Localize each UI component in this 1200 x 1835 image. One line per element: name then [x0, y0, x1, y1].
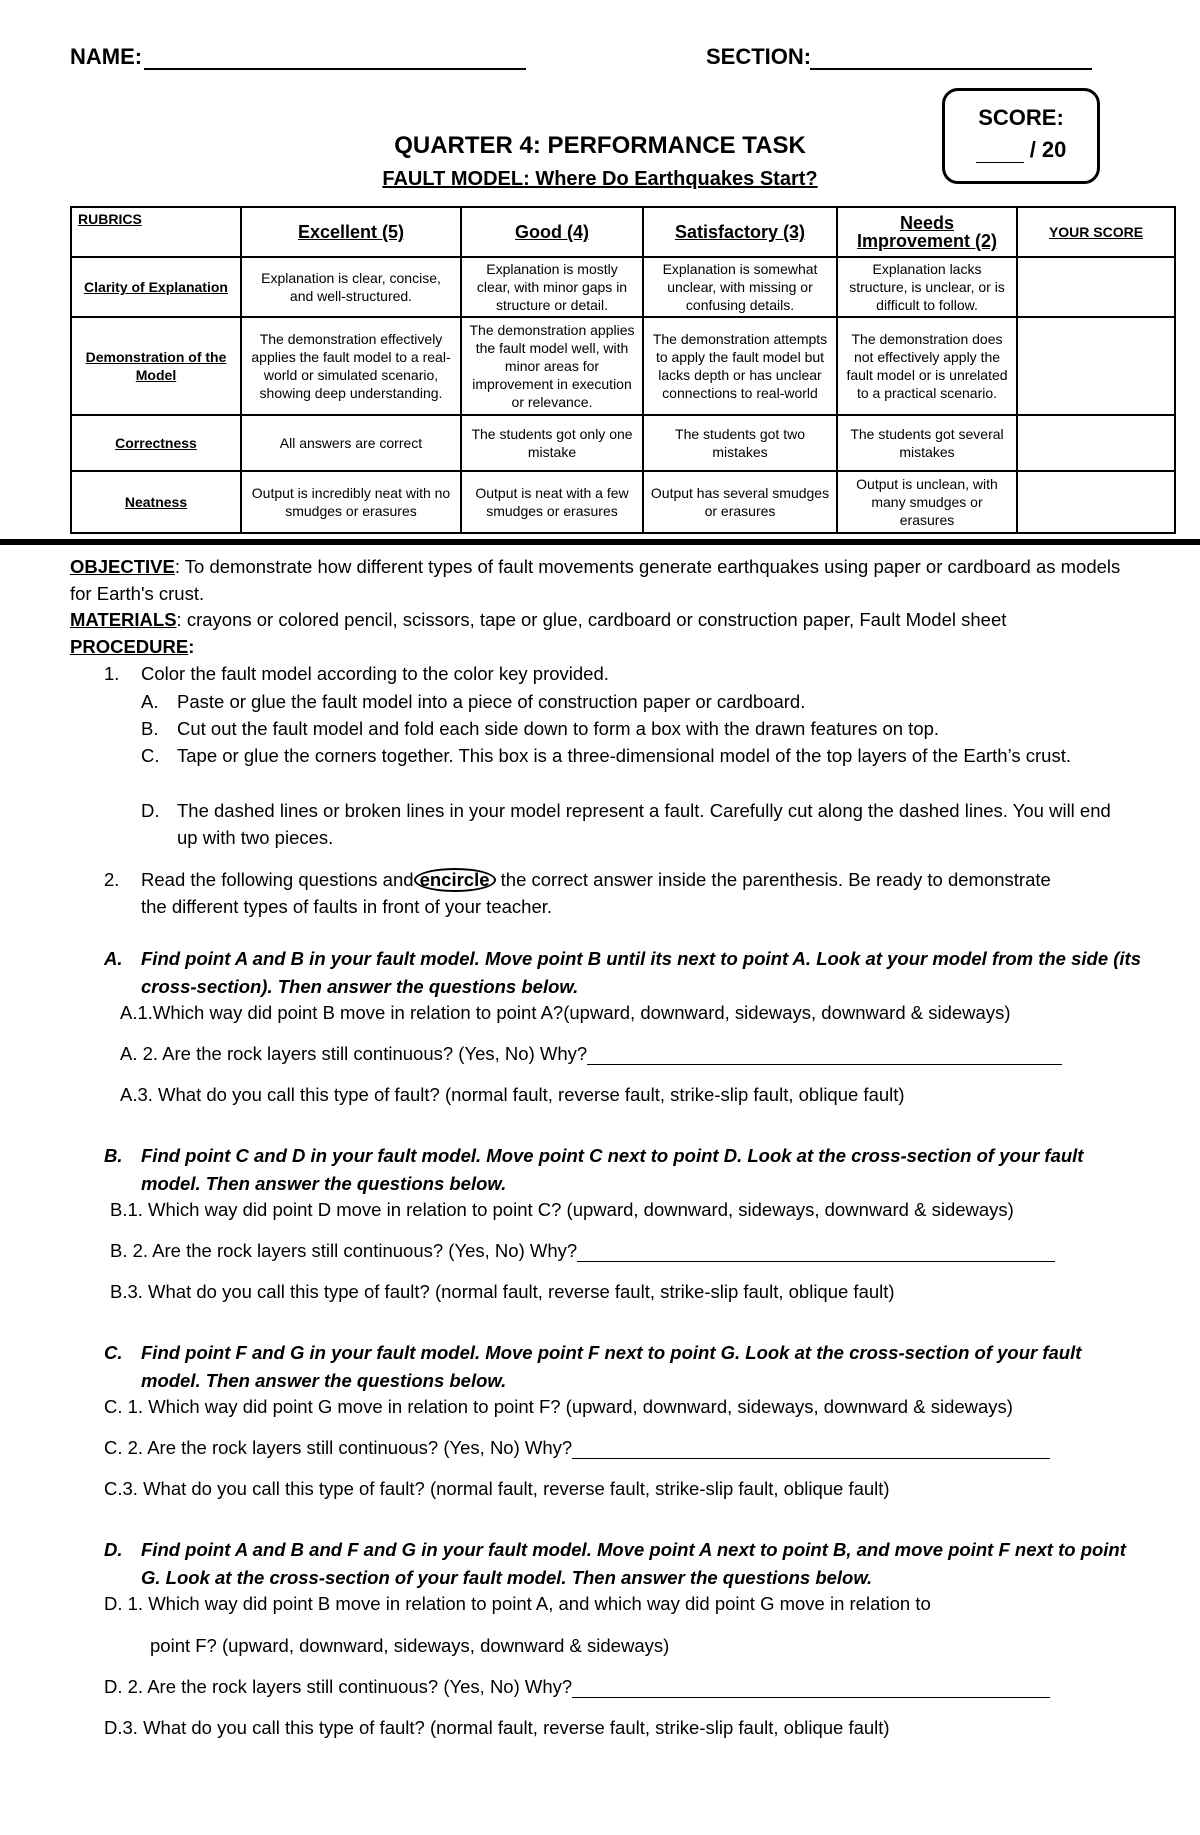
substep-letter: D.: [141, 800, 160, 821]
rubric-cell: Explanation is somewhat unclear, with missing or confusing details.: [643, 257, 837, 317]
question-d2: [104, 1676, 1050, 1698]
rubric-header-row: [71, 207, 1175, 257]
objective-text: : To demonstrate how different types of fault movements generate earthquakes using paper or cardboard as models for Earth's crust.: [70, 556, 1121, 604]
question-d2-text: D. 2. Are the rock layers still continuous? (Yes, No) Why?: [104, 1676, 573, 1697]
substep-text: Cut out the fault model and fold each side down to form a box with the drawn features on top.: [177, 718, 940, 739]
procedure-colon: :: [188, 636, 195, 657]
rubric-row: [71, 257, 1175, 317]
answer-d2-field[interactable]: [572, 1679, 1050, 1698]
score-cell-demonstration[interactable]: [1017, 317, 1175, 415]
section-b-letter: B.: [104, 1145, 123, 1166]
answer-a2-field[interactable]: [587, 1046, 1062, 1065]
score-box: [942, 88, 1100, 184]
question-b2-text: B. 2. Are the rock layers still continuous? (Yes, No) Why?: [110, 1240, 578, 1261]
score-label: SCORE:: [978, 105, 1064, 130]
materials-label: MATERIALS: [70, 609, 177, 630]
step-2-text: [141, 866, 1071, 920]
level-satisfactory: Satisfactory (3): [643, 207, 837, 257]
question-b2: [110, 1240, 1055, 1262]
rubric-cell: Output is unclean, with many smudges or erasures: [837, 471, 1017, 533]
answer-c2-field[interactable]: [572, 1440, 1050, 1459]
score-cell-clarity[interactable]: [1017, 257, 1175, 317]
step-1-text: Color the fault model according to the color key provided.: [141, 663, 609, 684]
rubric-cell: The demonstration applies the fault model well, with minor areas for improvement in execution or relevance.: [461, 317, 643, 415]
question-d3: D.3. What do you call this type of fault? (normal fault, reverse fault, strike-slip fault, oblique fault): [104, 1717, 890, 1738]
procedure-heading: [70, 633, 194, 660]
answer-b2-field[interactable]: [577, 1243, 1055, 1262]
objective: [70, 553, 1140, 607]
question-c1: C. 1. Which way did point G move in relation to point F? (upward, downward, sideways, downward & sideways): [104, 1396, 1013, 1417]
level-good: Good (4): [461, 207, 643, 257]
rubric-corner: RUBRICS: [71, 207, 241, 257]
rubric-cell: Explanation is clear, concise, and well-structured.: [241, 257, 461, 317]
rubric-cell: The demonstration attempts to apply the fault model but lacks depth or has unclear connections to real-world: [643, 317, 837, 415]
question-c2-text: C. 2. Are the rock layers still continuous? (Yes, No) Why?: [104, 1437, 573, 1458]
rubric-row: [71, 471, 1175, 533]
question-d1-continued: point F? (upward, downward, sideways, downward & sideways): [150, 1635, 670, 1656]
question-c3: C.3. What do you call this type of fault? (normal fault, reverse fault, strike-slip fault, oblique fault): [104, 1478, 890, 1499]
level-needs-improvement: Needs Improvement (2): [837, 207, 1017, 257]
question-d1: D. 1. Which way did point B move in relation to point A, and which way did point G move in relation to: [104, 1593, 931, 1614]
step-1-number: 1.: [104, 663, 120, 684]
rubric-cell: The students got only one mistake: [461, 415, 643, 471]
section-divider: [0, 539, 1200, 545]
score-cell-neatness[interactable]: [1017, 471, 1175, 533]
score-field[interactable]: [976, 144, 1024, 163]
rubric-cell: Output has several smudges or erasures: [643, 471, 837, 533]
rubric-cell: Explanation lacks structure, is unclear, or is difficult to follow.: [837, 257, 1017, 317]
score-total: / 20: [1029, 137, 1067, 162]
rubric-cell: Output is neat with a few smudges or erasures: [461, 471, 643, 533]
step-2-number: 2.: [104, 869, 120, 890]
level-excellent: Excellent (5): [241, 207, 461, 257]
section-label: SECTION:: [706, 44, 812, 69]
question-a1: A.1.Which way did point B move in relation to point A?(upward, downward, sideways, downward & sideways): [120, 1002, 1011, 1023]
rubric-cell: Explanation is mostly clear, with minor gaps in structure or detail.: [461, 257, 643, 317]
materials: [70, 606, 1170, 633]
encircle-word: encircle: [414, 868, 496, 892]
objective-label: OBJECTIVE: [70, 556, 175, 577]
rubric-row: [71, 317, 1175, 415]
criterion-neatness: Neatness: [71, 471, 241, 533]
criterion-demonstration: Demonstration of the Model: [71, 317, 241, 415]
page-subtitle: FAULT MODEL: Where Do Earthquakes Start?: [382, 168, 818, 190]
section-c-letter: C.: [104, 1342, 123, 1363]
your-score-header: YOUR SCORE: [1017, 207, 1175, 257]
rubric-cell: The demonstration does not effectively apply the fault model or is unrelated to a practical scenario.: [837, 317, 1017, 415]
question-a2: [120, 1043, 1062, 1065]
rubric-cell: Output is incredibly neat with no smudges or erasures: [241, 471, 461, 533]
substep-letter: A.: [141, 691, 159, 712]
score-cell-correctness[interactable]: [1017, 415, 1175, 471]
rubric-cell: All answers are correct: [241, 415, 461, 471]
name-field[interactable]: [144, 68, 526, 70]
criterion-clarity: Clarity of Explanation: [71, 257, 241, 317]
substep-text: Paste or glue the fault model into a piece of construction paper or cardboard.: [177, 691, 806, 712]
question-b1: B.1. Which way did point D move in relation to point C? (upward, downward, sideways, downward & sideways): [110, 1199, 1014, 1220]
question-b3: B.3. What do you call this type of fault? (normal fault, reverse fault, strike-slip fault, oblique fault): [110, 1281, 895, 1302]
section-b-heading: Find point C and D in your fault model. Move point C next to point D. Look at the cross-section of your fault model. Then answer the questions below.: [141, 1145, 1084, 1194]
rubric-cell: The demonstration effectively applies the fault model to a real-world or simulated scenario, showing deep understanding.: [241, 317, 461, 415]
section-d-letter: D.: [104, 1539, 123, 1560]
page-title: QUARTER 4: PERFORMANCE TASK: [394, 132, 806, 159]
rubric-cell: The students got two mistakes: [643, 415, 837, 471]
substep-text: Tape or glue the corners together. This box is a three-dimensional model of the top layers of the Earth’s crust.: [177, 745, 1071, 766]
section-c-heading: Find point F and G in your fault model. Move point F next to point G. Look at the cross-section of your fault model. Then answer the questions below.: [141, 1342, 1082, 1391]
rubric-table: [70, 206, 1176, 534]
question-a2-text: A. 2. Are the rock layers still continuous? (Yes, No) Why?: [120, 1043, 588, 1064]
substep-letter: C.: [141, 745, 160, 766]
substep-text: The dashed lines or broken lines in your model represent a fault. Carefully cut along the dashed lines. You will end up with two pieces.: [177, 800, 1111, 848]
criterion-correctness: Correctness: [71, 415, 241, 471]
step-2-text-a: Read the following questions and: [141, 869, 414, 890]
score-line: [945, 137, 1097, 163]
section-a-heading: Find point A and B in your fault model. Move point B until its next to point A. Look at your model from the side (its cross-section). Then answer the questions below.: [141, 948, 1142, 997]
section-d-heading: Find point A and B and F and G in your fault model. Move point A next to point B, and move point F next to point G. Look at the cross-section of your fault model. Then answer the questions below.: [141, 1539, 1126, 1588]
section-a-letter: A.: [104, 948, 123, 969]
section-field[interactable]: [810, 68, 1092, 70]
rubric-cell: The students got several mistakes: [837, 415, 1017, 471]
question-a3: A.3. What do you call this type of fault? (normal fault, reverse fault, strike-slip fault, oblique fault): [120, 1084, 905, 1105]
question-c2: [104, 1437, 1050, 1459]
substep-letter: B.: [141, 718, 159, 739]
materials-text: : crayons or colored pencil, scissors, tape or glue, cardboard or construction paper, Fault Model sheet: [176, 609, 1007, 630]
procedure-label: PROCEDURE: [70, 636, 189, 657]
step-2-text-b: the correct answer inside the parenthesis. Be ready to demonstrate the different types of faults in front of your teacher.: [141, 869, 1051, 917]
rubric-row: [71, 415, 1175, 471]
name-label: NAME:: [70, 44, 143, 69]
